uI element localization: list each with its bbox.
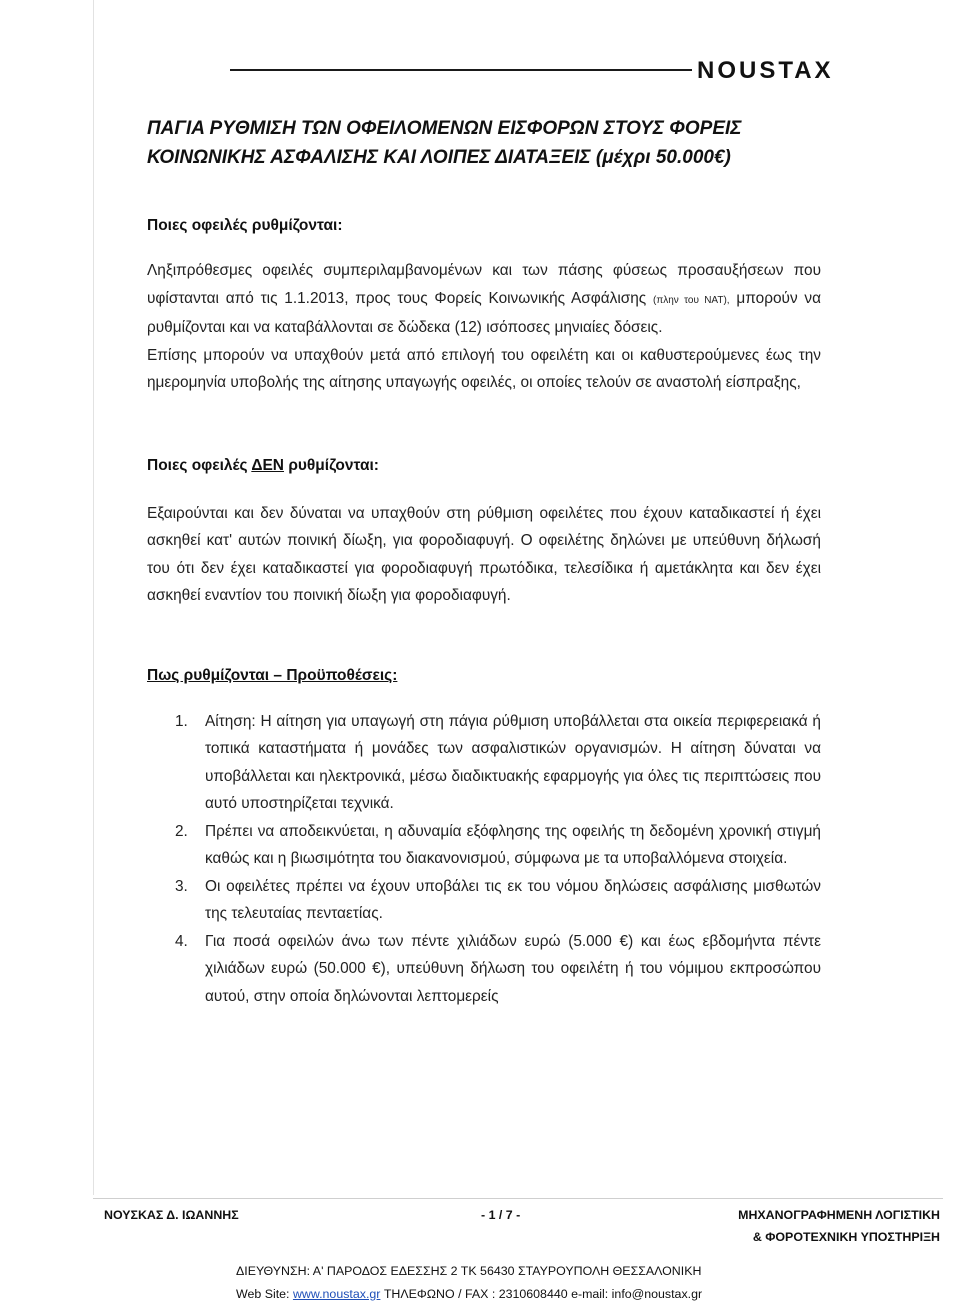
section-heading-conditions: Πως ρυθμίζονται – Προϋποθέσεις: bbox=[147, 666, 398, 684]
footer-service-line-2: & ΦΟΡΟΤΕΧΝΙΚΗ ΥΠΟΣΤΗΡΙΞΗ bbox=[752, 1230, 940, 1244]
document-body bbox=[147, 114, 821, 1010]
web-label: Web Site: bbox=[236, 1287, 293, 1301]
paragraph-regulated-text-1: Ληξιπρόθεσμες οφειλές συμπεριλαμβανομένων και των πάσης φύσεως προσαυξήσεων που υφίστανται από τις 1.1.2013, προς τους Φορείς Κοινωνικής Ασφάλισης bbox=[147, 262, 821, 307]
list-number: 1. bbox=[175, 712, 188, 730]
section-heading-not-regulated bbox=[147, 452, 821, 479]
footer-address: ΔΙΕΥΘΥΝΣΗ: Α' ΠΑΡΟΔΟΣ ΕΔΕΣΣΗΣ 2 ΤΚ 56430 ΣΤΑΥΡΟΥΠΟΛΗ ΘΕΣΣΑΛΟΝΙΚΗ bbox=[236, 1264, 702, 1278]
footer-page-number: - 1 / 7 - bbox=[481, 1208, 521, 1222]
list-item bbox=[147, 818, 821, 873]
conditions-list bbox=[147, 708, 821, 1011]
heading-text-2: ρυθμίζονται: bbox=[284, 456, 379, 474]
list-text: Πρέπει να αποδεικνύεται, η αδυναμία εξόφλησης της οφειλής τη δεδομένη χρονική στιγμή καθώς και η βιωσιμότητα του διακανονισμού, σύμφωνα με τα υποβαλλόμενα στοιχεία. bbox=[205, 822, 821, 867]
website-link[interactable]: www.noustax.gr bbox=[292, 1287, 381, 1301]
paragraph-regulated-note: (πλην του ΝΑΤ), bbox=[653, 294, 730, 306]
title-line-2: ΚΟΙΝΩΝΙΚΗΣ ΑΣΦΑΛΙΣΗΣ ΚΑΙ ΛΟΙΠΕΣ ΔΙΑΤΑΞΕΙΣ (μέχρι 50.000€) bbox=[147, 147, 731, 168]
document-title bbox=[147, 114, 821, 172]
paragraph-regulated-debts bbox=[147, 257, 821, 342]
paragraph-regulated-text-2: μπορούν να ρυθμίζονται και να καταβάλλονται σε δώδεκα (12) ισόποσες μηνιαίες δόσεις. bbox=[147, 289, 822, 336]
margin-line bbox=[93, 0, 94, 1195]
list-item bbox=[147, 928, 821, 1011]
footer-author: ΝΟΥΣΚΑΣ Δ. ΙΩΑΝΝΗΣ bbox=[104, 1208, 239, 1222]
contact-details: ΤΗΛΕΦΩΝΟ / FAX : 2310608440 e-mail: info@noustax.gr bbox=[380, 1287, 703, 1301]
footer-service-line-1: ΜΗΧΑΝΟΓΡΑΦΗΜΕΝΗ ΛΟΓΙΣΤΙΚΗ bbox=[738, 1208, 940, 1222]
list-text: Οι οφειλέτες πρέπει να έχουν υποβάλει τις εκ του νόμου δηλώσεις ασφάλισης μισθωτών της τελευταίας πενταετίας. bbox=[205, 877, 821, 922]
heading-text-1: Ποιες οφειλές bbox=[147, 456, 252, 474]
section-heading-regulated: Ποιες οφειλές ρυθμίζονται: bbox=[147, 217, 343, 234]
list-number: 3. bbox=[175, 877, 188, 895]
list-number: 2. bbox=[175, 822, 188, 840]
list-item bbox=[147, 873, 821, 928]
heading-text-underlined: ΔΕΝ bbox=[251, 456, 285, 474]
list-item bbox=[147, 708, 821, 818]
footer-contact bbox=[236, 1287, 702, 1301]
title-line-1: ΠΑΓΙΑ ΡΥΘΜΙΣΗ ΤΩΝ ΟΦΕΙΛΟΜΕΝΩΝ ΕΙΣΦΟΡΩΝ ΣΤΟΥΣ ΦΟΡΕΙΣ bbox=[147, 118, 742, 139]
footer-rule bbox=[93, 1198, 943, 1199]
list-text: Αίτηση: Η αίτηση για υπαγωγή στη πάγια ρύθμιση υποβάλλεται στα οικεία περιφερειακά ή τοπικά καταστήματα ή μονάδες των ασφαλιστικών οργανισμών. Η αίτηση δύναται να υποβάλλεται και ηλεκτρονικά, μέσω διαδικτυακής εφαρμογής για όλες τις περιπτώσεις που αυτό υποστηρίζεται τεχνικά. bbox=[205, 712, 821, 812]
header-rule bbox=[230, 69, 692, 71]
paragraph-suspended-debts: Επίσης μπορούν να υπαχθούν μετά από επιλογή του οφειλέτη και οι καθυστερούμενες έως την ημερομηνία υποβολής της αίτησης υπαγωγής οφειλές, οι οποίες τελούν σε αναστολή είσπραξης, bbox=[147, 346, 821, 391]
list-number: 4. bbox=[175, 932, 188, 950]
noustax-logo: NOUSTAX bbox=[697, 57, 834, 84]
list-text: Για ποσά οφειλών άνω των πέντε χιλιάδων ευρώ (5.000 €) και έως εβδομήντα πέντε χιλιάδων ευρώ (50.000 €), υπεύθυνη δήλωση του οφειλέτη ή του νόμιμου εκπροσώπου αυτού, στην οποία δηλώνονται λεπτομερείς bbox=[205, 932, 821, 1005]
paragraph-exclusions: Εξαιρούνται και δεν δύναται να υπαχθούν στη ρύθμιση οφειλέτες που έχουν καταδικαστεί ή έχει ασκηθεί κατ' αυτών ποινική δίωξη, για φοροδιαφυγή. Ο οφειλέτης δηλώνει με υπεύθυνη δήλωσή του ότι δεν έχει καταδικαστεί για φοροδιαφυγή πρωτόδικα, τελεσίδικα ή αμετάκλητα και δεν έχει ασκηθεί εναντίον του ποινική δίωξη για φοροδιαφυγή. bbox=[147, 504, 821, 604]
